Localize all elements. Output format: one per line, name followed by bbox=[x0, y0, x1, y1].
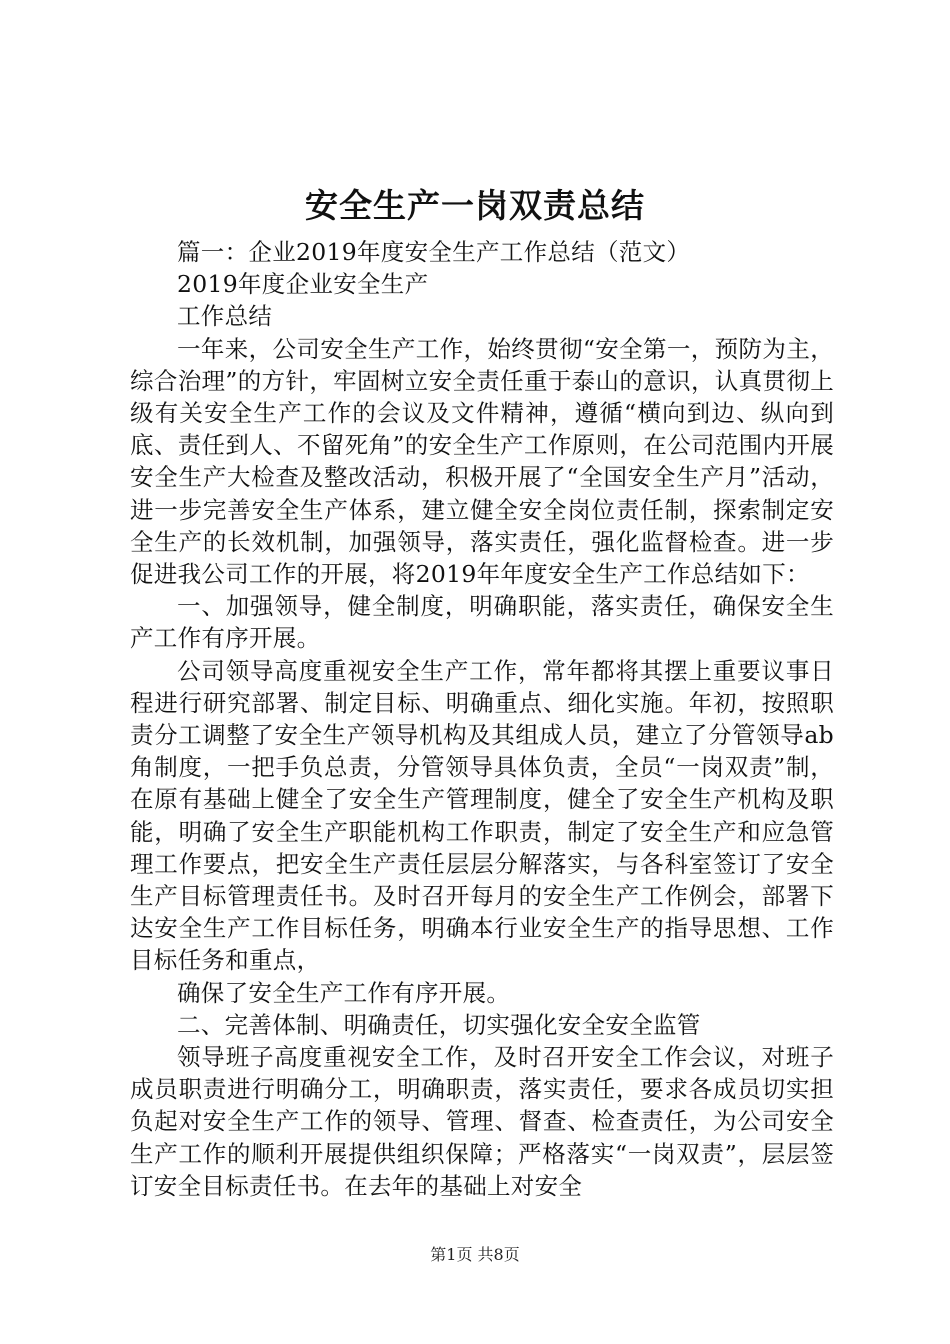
document-body bbox=[130, 236, 834, 1202]
paragraph-section-1-end: 确保了安全生产工作有序开展。 bbox=[177, 978, 511, 1007]
paragraph-section-2: 二、完善体制、明确责任，切实强化安全安全监管 bbox=[177, 1010, 701, 1039]
paragraph-heading-1: 篇一：企业2019年度安全生产工作总结（范文） bbox=[177, 238, 691, 266]
document-title: 安全生产一岗双责总结 bbox=[305, 186, 645, 225]
paragraph-intro: 一年来，公司安全生产工作，始终贯彻“安全第一，预防为主，综合治理”的方针，牢固树立安全责任重于泰山的意识，认真贯彻上级有关安全生产工作的会议及文件精神，遵循“横向到边、纵向到底、责任到人、不留死角”的安全生产工作原则，在公司范围内开展安全生产大检查及整改活动，积极开展了“全国安全生产月”活动，进一步完善安全生产体系，建立健全安全岗位责任制，探索制定安全生产的长效机制，加强领导，落实责任，强化监督检查。进一步促进我公司工作的开展，将2019年年度安全生产工作总结如下： bbox=[130, 334, 834, 589]
paragraph-subtitle-1: 2019年度企业安全生产 bbox=[177, 270, 429, 299]
paragraph-section-1: 一、加强领导，健全制度，明确职能，落实责任，确保安全生产工作有序开展。 bbox=[130, 592, 834, 653]
paragraph-subtitle-2: 工作总结 bbox=[177, 302, 273, 331]
page-number-footer: 第1页 共8页 bbox=[430, 1245, 520, 1264]
paragraph-section-2-body: 领导班子高度重视安全工作，及时召开安全工作会议，对班子成员职责进行明确分工，明确职责，落实责任，要求各成员切实担负起对安全生产工作的领导、管理、督查、检查责任，为公司安全生产工作的顺利开展提供组织保障；严格落实“一岗双责”，层层签订安全目标责任书。在去年的基础上对安全 bbox=[130, 1043, 834, 1200]
paragraph-section-1-body: 公司领导高度重视安全生产工作，常年都将其摆上重要议事日程进行研究部署、制定目标、明确重点、细化实施。年初，按照职责分工调整了安全生产领导机构及其组成人员，建立了分管领导ab角制度，一把手负总责，分管领导具体负责，全员“一岗双责”制，在原有基础上健全了安全生产管理制度，健全了安全生产机构及职能，明确了安全生产职能机构工作职责，制定了安全生产和应急管理工作要点，把安全生产责任层层分解落实，与各科室签订了安全生产目标管理责任书。及时召开每月的安全生产工作例会，部署下达安全生产工作目标任务，明确本行业安全生产的指导思想、工作目标任务和重点， bbox=[130, 656, 834, 975]
